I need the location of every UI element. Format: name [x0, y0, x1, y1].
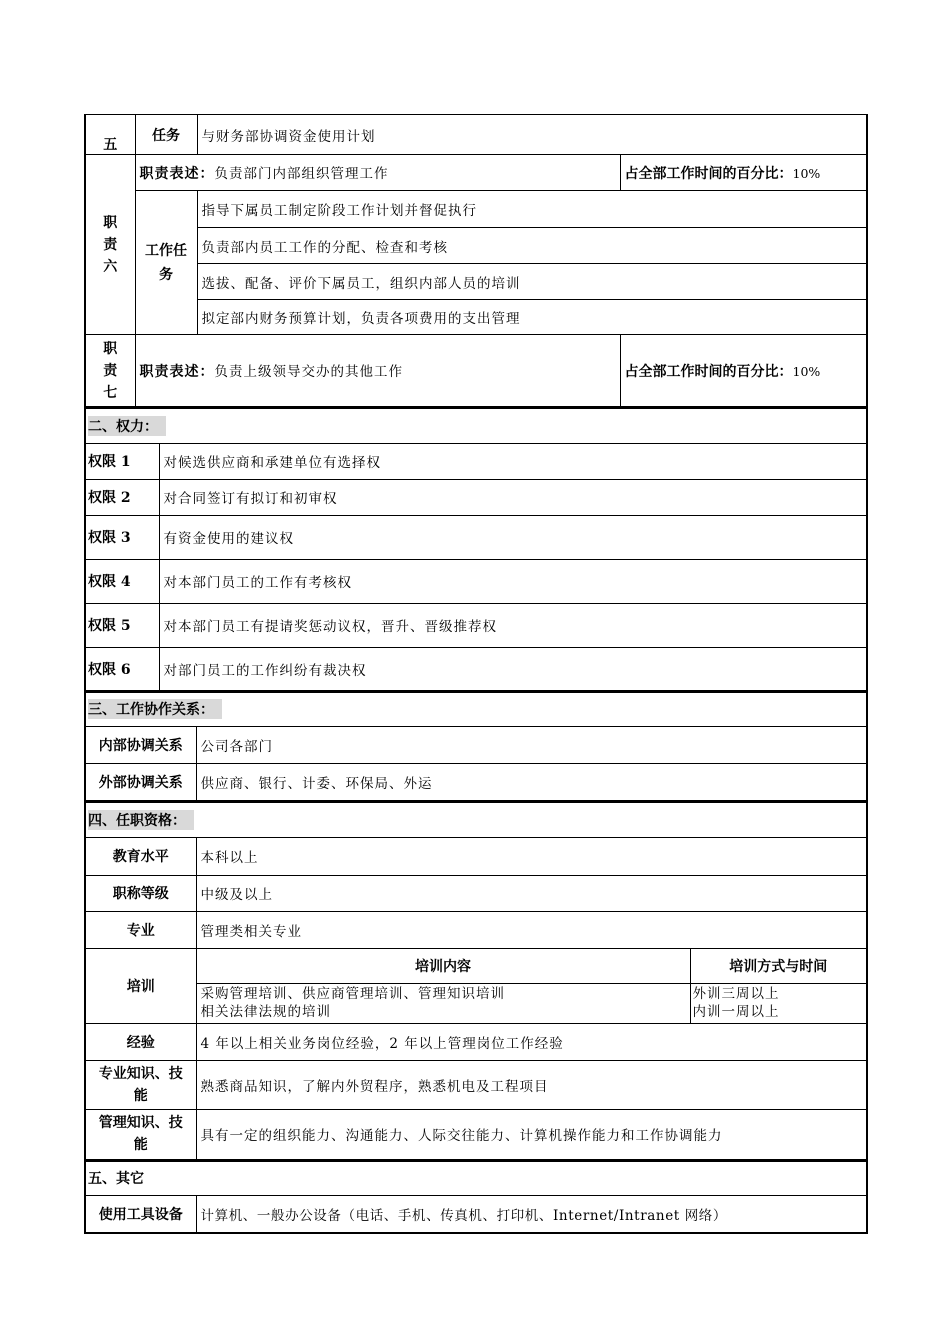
authority-row [85, 559, 867, 603]
cooperation-heading: 三、工作协作关系： [85, 692, 867, 727]
duty7-row [85, 335, 867, 407]
authority-text: 对本部门员工有提请奖惩动议权，晋升、晋级推荐权 [159, 603, 867, 647]
experience-row [85, 1023, 867, 1060]
authority-row [85, 443, 867, 479]
duty7-title: 职 责 七 [85, 335, 135, 407]
external-coordination-label: 外部协调关系 [85, 764, 196, 801]
authority-label: 权限 4 [85, 559, 159, 603]
authority-text: 对候选供应商和承建单位有选择权 [159, 443, 867, 479]
internal-coordination-label: 内部协调关系 [85, 727, 196, 764]
duty6-tasks-label: 工作任 务 [135, 191, 197, 335]
management-skill-row [85, 1109, 867, 1159]
duty6-description: 职责表述：负责部门内部组织管理工作 [135, 155, 620, 191]
training-method: 外训三周以上 内训一周以上 [690, 983, 867, 1023]
training-row [85, 983, 867, 1023]
duty5-number: 五 [85, 115, 135, 155]
external-coordination: 供应商、银行、计委、环保局、外运 [196, 764, 867, 801]
authority-table [84, 407, 868, 691]
duty6-task-row [85, 264, 867, 300]
professional-skill: 熟悉商品知识，了解内外贸程序，熟悉机电及工程项目 [196, 1060, 867, 1109]
authority-row [85, 515, 867, 559]
duty6-percentage: 占全部工作时间的百分比：10% [620, 155, 867, 191]
duty6-task-3: 选拔、配备、评价下属员工，组织内部人员的培训 [197, 264, 867, 300]
experience: 4 年以上相关业务岗位经验，2 年以上管理岗位工作经验 [196, 1023, 867, 1060]
internal-coordination-row [85, 727, 867, 764]
authority-text: 对合同签订有拟订和初审权 [159, 479, 867, 515]
cooperation-heading-row [85, 692, 867, 727]
training-label: 培训 [85, 948, 196, 1023]
title-level-row [85, 875, 867, 911]
authority-label: 权限 6 [85, 647, 159, 690]
duty6-task-4: 拟定部内财务预算计划，负责各项费用的支出管理 [197, 300, 867, 335]
duty6-task-2: 负责部内员工工作的分配、检查和考核 [197, 228, 867, 264]
cooperation-table [84, 691, 868, 802]
authority-text: 对本部门员工的工作有考核权 [159, 559, 867, 603]
other-table [84, 1160, 868, 1234]
authority-label: 权限 5 [85, 603, 159, 647]
external-coordination-row [85, 764, 867, 801]
duty5-task-row [85, 115, 867, 155]
qualification-heading-row [85, 802, 867, 837]
authority-label: 权限 2 [85, 479, 159, 515]
duty6-task-row [85, 228, 867, 264]
training-content: 采购管理培训、供应商管理培训、管理知识培训 相关法律法规的培训 [196, 983, 690, 1023]
tools-row [85, 1196, 867, 1233]
training-content-header: 培训内容 [196, 948, 690, 983]
authority-heading: 二、权力： [85, 408, 867, 443]
education-label: 教育水平 [85, 837, 196, 875]
title-level: 中级及以上 [196, 875, 867, 911]
management-skill-label: 管理知识、技 能 [85, 1109, 196, 1159]
education: 本科以上 [196, 837, 867, 875]
duty6-desc-row [85, 155, 867, 191]
tools-label: 使用工具设备 [85, 1196, 196, 1233]
training-method-header: 培训方式与时间 [690, 948, 867, 983]
professional-skill-row [85, 1060, 867, 1109]
duty6-task-row [85, 191, 867, 228]
authority-label: 权限 3 [85, 515, 159, 559]
duty6-title: 职 责 六 [85, 155, 135, 335]
management-skill: 具有一定的组织能力、沟通能力、人际交往能力、计算机操作能力和工作协调能力 [196, 1109, 867, 1159]
authority-heading-row [85, 408, 867, 443]
authority-row [85, 603, 867, 647]
major: 管理类相关专业 [196, 911, 867, 948]
authority-label: 权限 1 [85, 443, 159, 479]
authority-row [85, 479, 867, 515]
duty7-percentage: 占全部工作时间的百分比：10% [620, 335, 867, 407]
authority-row [85, 647, 867, 690]
job-description-document [84, 114, 866, 1234]
duty6-task-1: 指导下属员工制定阶段工作计划并督促执行 [197, 191, 867, 228]
authority-text: 有资金使用的建议权 [159, 515, 867, 559]
duty7-description: 职责表述：负责上级领导交办的其他工作 [135, 335, 620, 407]
qualification-table [84, 801, 868, 1160]
experience-label: 经验 [85, 1023, 196, 1060]
major-label: 专业 [85, 911, 196, 948]
training-header-row [85, 948, 867, 983]
duty5-task: 与财务部协调资金使用计划 [197, 115, 867, 155]
other-heading: 五、其它 [85, 1161, 867, 1196]
education-row [85, 837, 867, 875]
professional-skill-label: 专业知识、技 能 [85, 1060, 196, 1109]
duty5-task-label: 任务 [135, 115, 197, 155]
title-level-label: 职称等级 [85, 875, 196, 911]
duties-table [84, 114, 868, 407]
qualification-heading: 四、任职资格： [85, 802, 867, 837]
duty6-task-row [85, 300, 867, 335]
tools: 计算机、一般办公设备（电话、手机、传真机、打印机、Internet/Intranet 网络） [196, 1196, 867, 1233]
major-row [85, 911, 867, 948]
other-heading-row [85, 1161, 867, 1196]
authority-text: 对部门员工的工作纠纷有裁决权 [159, 647, 867, 690]
internal-coordination: 公司各部门 [196, 727, 867, 764]
